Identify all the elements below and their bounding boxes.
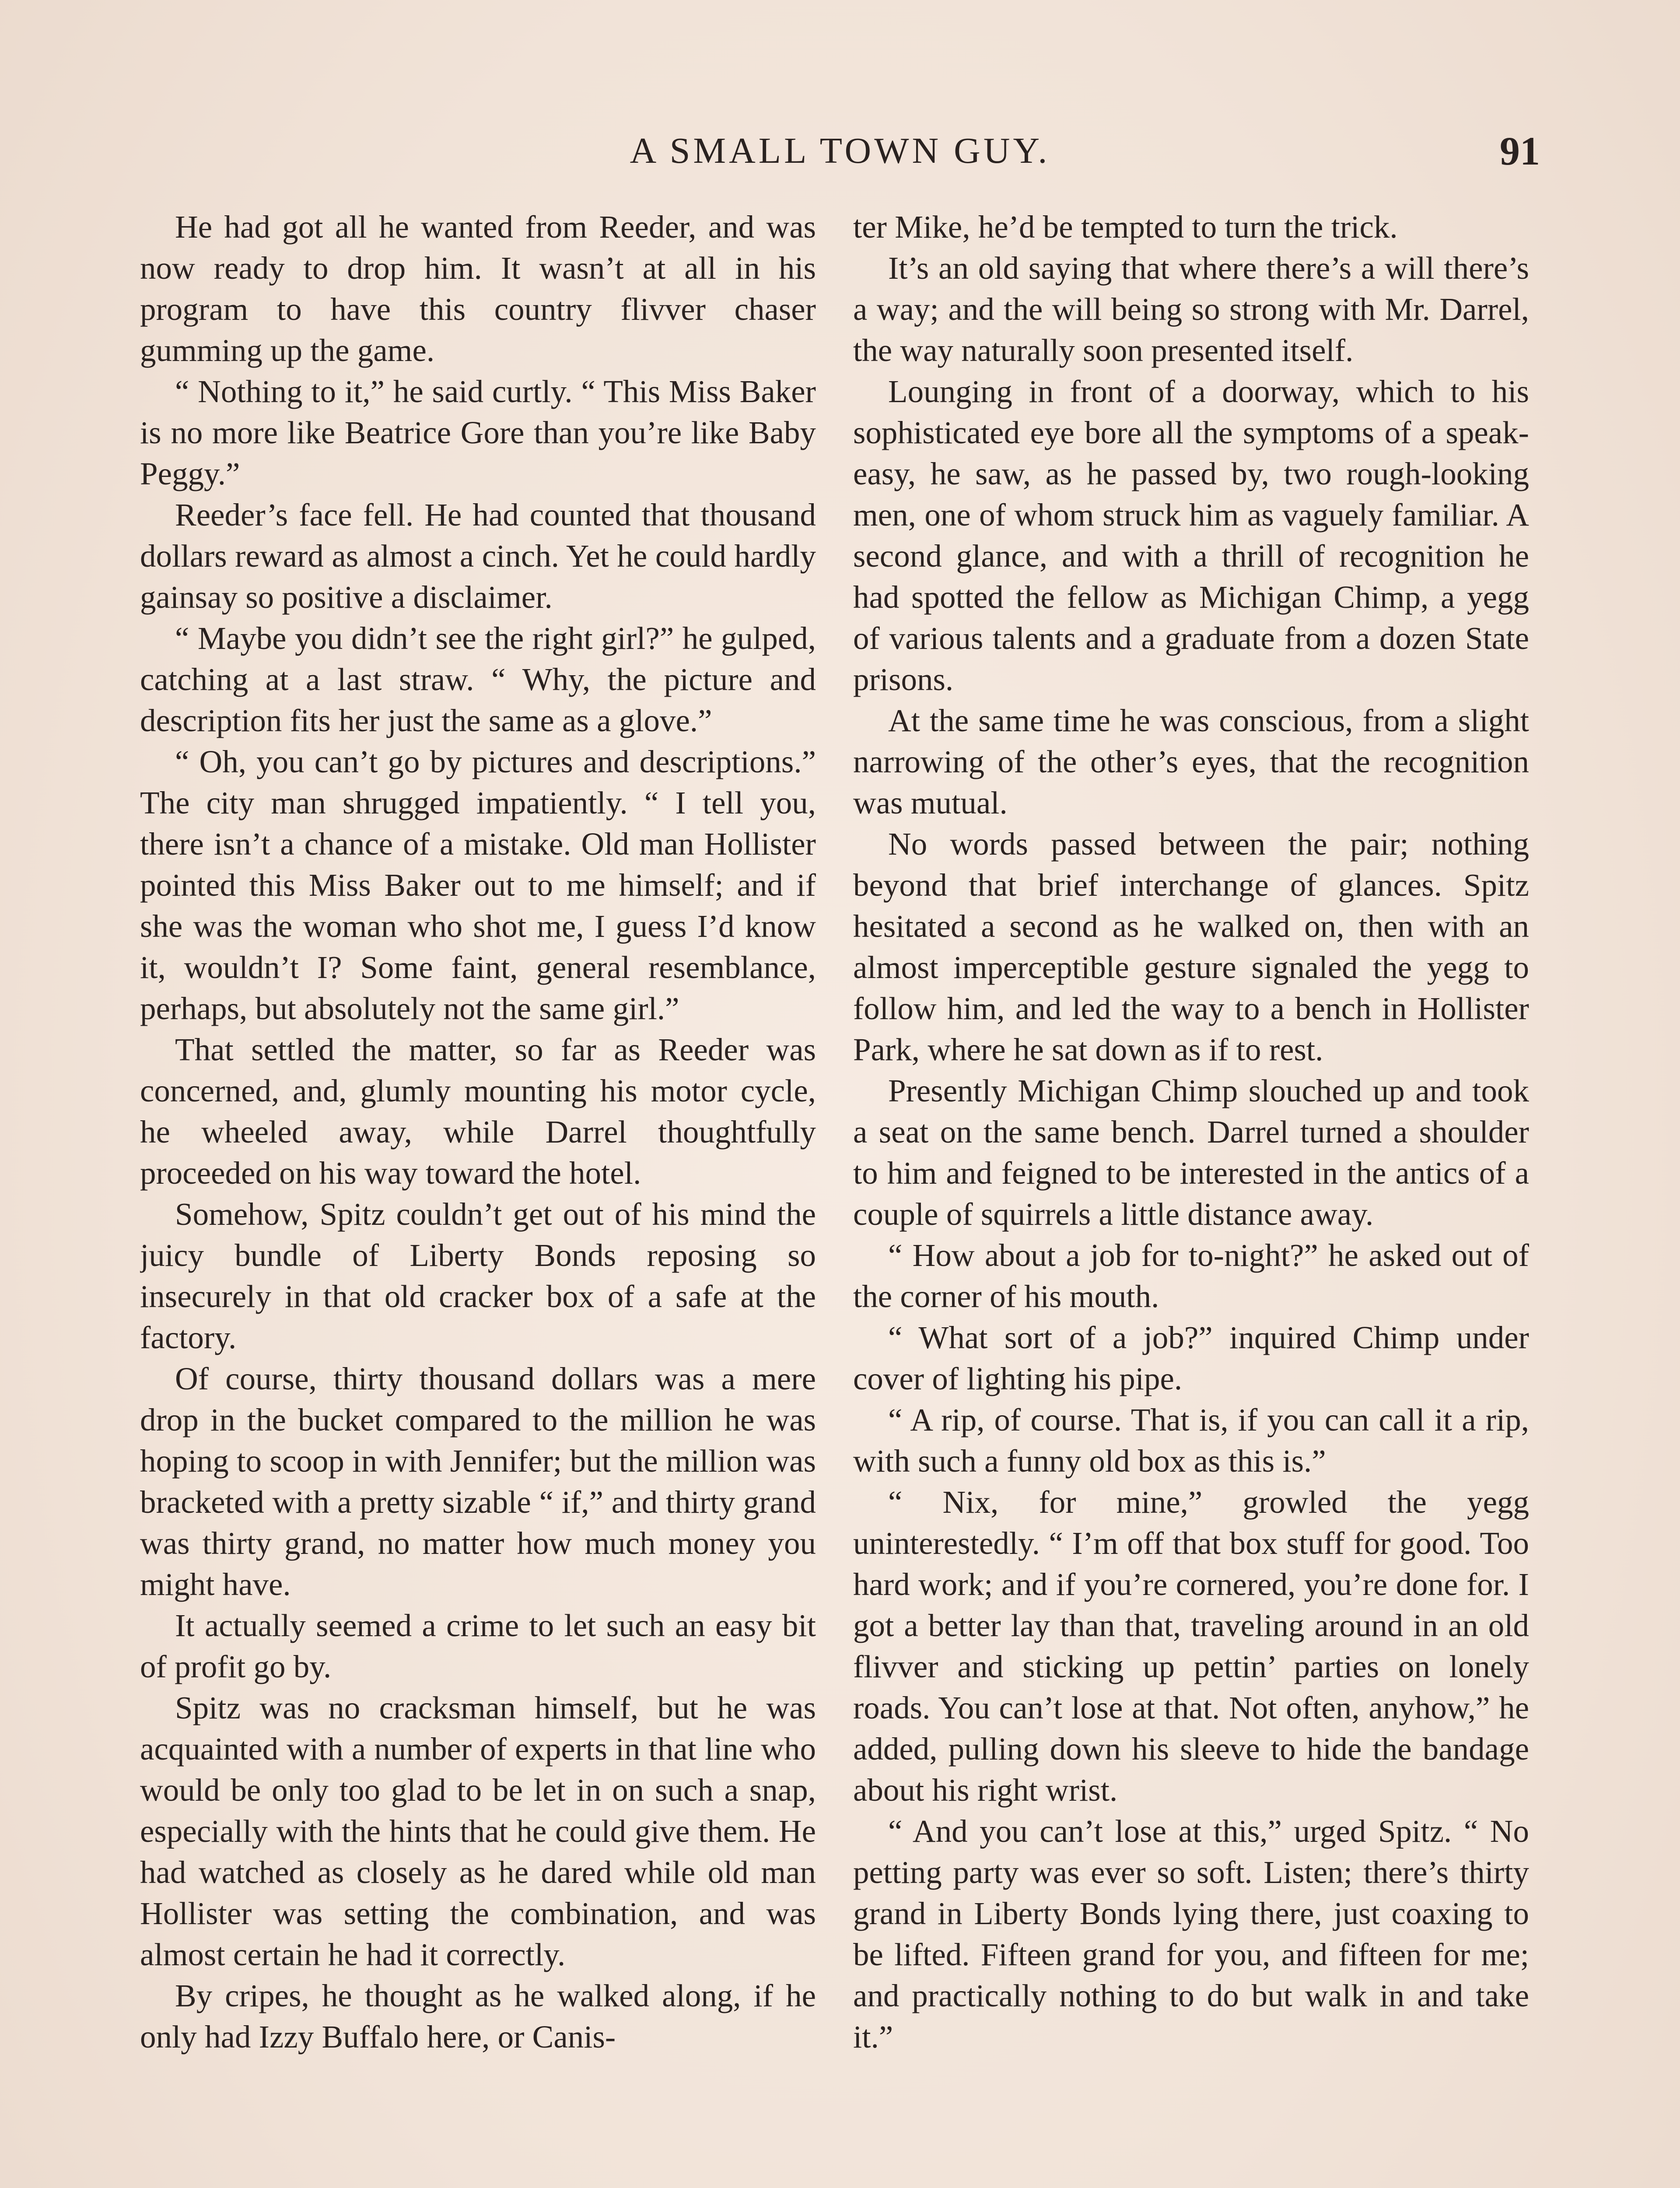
paragraph-continuation: ter Mike, he’d be tempted to turn the trick. [853,209,1398,245]
paragraph: It actually seemed a crime to let such an easy bit of profit go by. [140,1608,816,1684]
right-column [853,207,1529,2188]
paragraph: “ Nothing to it,” he said curtly. “ This Miss Baker is no more like Beatrice Gore than you’re like Baby Peggy.” [140,374,816,491]
running-head [140,127,1540,175]
paragraph: “ And you can’t lose at this,” urged Spitz. “ No petting party was ever so soft. Listen; there’s thirty grand in Liberty Bonds lying there, just coaxing to be lifted. Fifteen grand for you, and fifteen for me; and practically nothing to do but walk in and take it.” [853,1813,1529,2055]
paragraph: It’s an old saying that where there’s a will there’s a way; and the will being so strong with Mr. Darrel, the way naturally soon presented itself. [853,250,1529,368]
paragraph: “ What sort of a job?” inquired Chimp under cover of lighting his pipe. [853,1320,1529,1396]
paragraph: “ Maybe you didn’t see the right girl?” he gulped, catching at a last straw. “ Why, the picture and description fits her just the same as a glove.” [140,621,816,738]
paragraph: At the same time he was conscious, from a slight narrowing of the other’s eyes, that the recognition was mutual. [853,703,1529,820]
paragraph: By cripes, he thought as he walked along, if he only had Izzy Buffalo here, or Canis- [140,1978,816,2055]
paragraph: That settled the matter, so far as Reeder was concerned, and, glumly mounting his motor cycle, he wheeled away, while Darrel thoughtfully proceeded on his way toward the hotel. [140,1032,816,1191]
paragraph: “ Nix, for mine,” growled the yegg uninterestedly. “ I’m off that box stuff for good. Too hard work; and if you’re cornered, you’re done for. I got a better lay than that, traveling around in an old flivver and sticking up pettin’ parties on lonely roads. You can’t lose at that. Not often, anyhow,” he added, pulling down his sleeve to hide the bandage about his right wrist. [853,1484,1529,1808]
paragraph: Lounging in front of a doorway, which to his sophisticated eye bore all the symptoms of a speak-easy, he saw, as he passed by, two rough-looking men, one of whom struck him as vaguely familiar. A second glance, and with a thrill of recognition he had spotted the fellow as Michigan Chimp, a yegg of various talents and a graduate from a dozen State prisons. [853,374,1529,697]
left-column [140,207,816,2188]
paragraph: “ A rip, of course. That is, if you can call it a rip, with such a funny old box as this is.” [853,1402,1529,1479]
page-number: 91 [1500,129,1540,173]
paragraph: He had got all he wanted from Reeder, and was now ready to drop him. It wasn’t at all in his program to have this country flivver chaser gumming up the game. [140,209,816,368]
paragraph: No words passed between the pair; nothing beyond that brief interchange of glances. Spitz hesitated a second as he walked on, then with an almost imperceptible gesture signaled the yegg to follow him, and led the way to a bench in Hollister Park, where he sat down as if to rest. [853,826,1529,1067]
paragraph: Presently Michigan Chimp slouched up and took a seat on the same bench. Darrel turned a shoulder to him and feigned to be interested in the antics of a couple of squirrels a little distance away. [853,1073,1529,1232]
paragraph: Of course, thirty thousand dollars was a mere drop in the bucket compared to the million he was hoping to scoop in with Jennifer; but the million was bracketed with a pretty sizable “ if,” and thirty grand was thirty grand, no matter how much money you might have. [140,1361,816,1602]
running-title: A SMALL TOWN GUY. [630,130,1050,171]
paragraph: “ Oh, you can’t go by pictures and descriptions.” The city man shrugged impatiently. “ I tell you, there isn’t a chance of a mistake. Old man Hollister pointed this Miss Baker out to me himself; and if she was the woman who shot me, I guess I’d know it, wouldn’t I? Some faint, general resemblance, perhaps, but absolutely not the same girl.” [140,744,816,1026]
paragraph: “ How about a job for to-night?” he asked out of the corner of his mouth. [853,1238,1529,1314]
paragraph: Somehow, Spitz couldn’t get out of his mind the juicy bundle of Liberty Bonds reposing so insecurely in that old cracker box of a safe at the factory. [140,1196,816,1355]
paragraph: Reeder’s face fell. He had counted that thousand dollars reward as almost a cinch. Yet he could hardly gainsay so positive a disclaimer. [140,497,816,615]
paragraph: Spitz was no cracksman himself, but he was acquainted with a number of experts in that line who would be only too glad to be let in on such a snap, especially with the hints that he could give them. He had watched as closely as he dared while old man Hollister was setting the combination, and was almost certain he had it correctly. [140,1690,816,1972]
